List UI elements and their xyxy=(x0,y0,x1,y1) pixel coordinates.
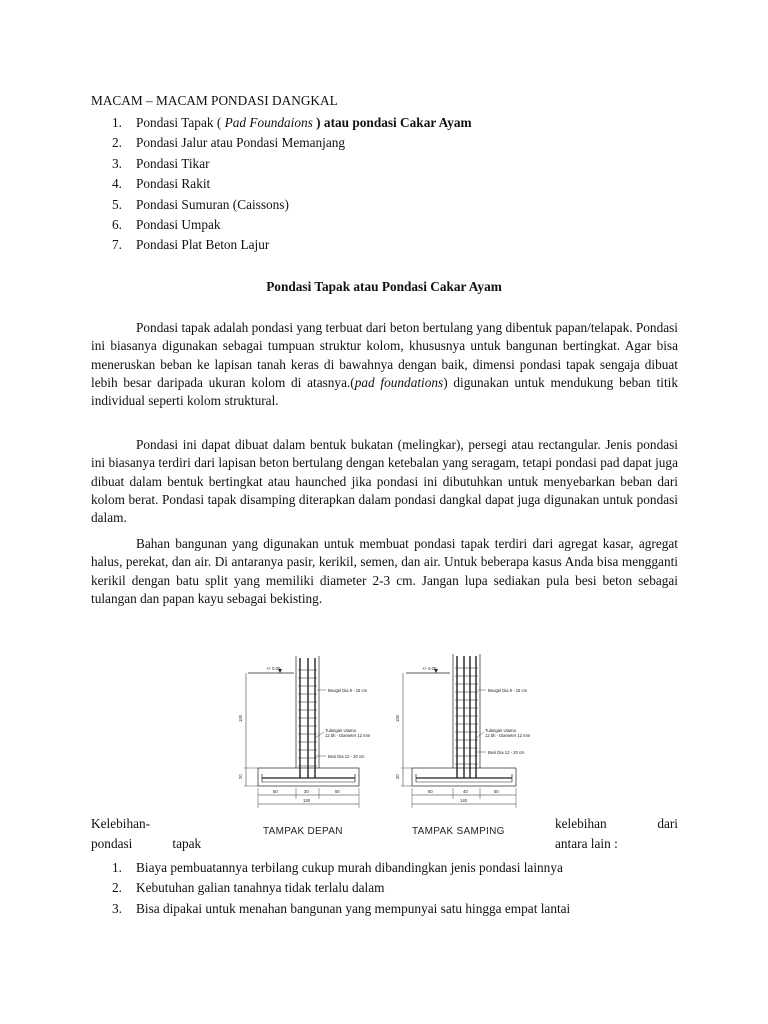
caption-side-view: TAMPAK SAMPING xyxy=(412,826,505,837)
foundation-diagram xyxy=(236,650,546,840)
paragraph-materials: Bahan bangunan yang digunakan untuk membuat pondasi tapak terdiri dari agregat kasar, agregat halus, perekat, dan air. Di antaranya pasir, kerikil, semen, dan air. Untuk beberapa kasus Anda bisa mengganti kerikil dengan batu split yang memiliki diameter 2-3 cm. Jangan lupa sediakan pula besi beton sebagai tulangan dan papan kayu sebagai bekisting. xyxy=(91,536,678,606)
side-slab-dim: 20 xyxy=(395,774,400,779)
side-dim-left: 50 xyxy=(428,789,433,794)
front-main-rebar-label-2: 12 bh - Diameter 12 mm xyxy=(325,733,371,738)
side-dim-right: 50 xyxy=(494,789,499,794)
kelebihan-text-left: Kelebihan- pondasi tapak xyxy=(91,816,202,851)
side-height-dim: 100 xyxy=(395,715,400,722)
list-item: 4. Pondasi Rakit xyxy=(112,176,211,192)
foundation-types-list xyxy=(112,113,472,256)
front-dim-mid: 30 xyxy=(304,789,309,794)
front-main-rebar-label-1: Tulangan Utama xyxy=(325,728,356,733)
caption-front-view: TAMPAK DEPAN xyxy=(263,826,343,837)
list-item: 1. Biaya pembuatannya terbilang cukup murah dibandingkan jenis pondasi lainnya xyxy=(112,860,563,875)
front-dim-left: 50 xyxy=(273,789,278,794)
list-item: 6. Pondasi Umpak xyxy=(112,217,221,233)
list-item: 1. Pondasi Tapak ( Pad Foundaions ) atau pondasi Cakar Ayam xyxy=(112,115,472,130)
paragraph-definition: Pondasi tapak adalah pondasi yang terbuat dari beton bertulang yang dibentuk papan/telapak. Pondasi ini biasanya digunakan sebagai tumpuan struktur kolom, khususnya untuk bangunan bertingkat. Agar bisa meneruskan beban ke lapisan tanah keras di bawahnya dengan baik, dimensi pondasi tapak sengaja dibuat lebih besar daripada ukuran kolom di atasnya.(pad foundations) digunakan untuk mendukung beban titik individual seperti kolom struktural. xyxy=(91,320,678,409)
side-stirrups xyxy=(455,668,478,764)
kelebihan-text-right: kelebihan dari antara lain : xyxy=(555,816,678,851)
paragraph-shapes: Pondasi ini dapat dibuat dalam bentuk bukatan (melingkar), persegi atau rectangular. Jenis pondasi ini biasanya terdiri dari lapisan beton bertulang dengan ketebalan yang seragam, tetapi pondasi pad dapat juga dibuat dalam bentuk bertingkat atau haunched jika pondasi ini dibutuhkan untuk menyebarkan beban dari kolom berat. Pondasi tapak disamping diterapkan dalam pondasi dangkal dapat juga digunakan untuk pondasi dalam. xyxy=(91,437,678,526)
section-title: Pondasi Tapak atau Pondasi Cakar Ayam xyxy=(266,279,502,294)
side-main-rebar-label-1: Tulangan Utama xyxy=(485,728,516,733)
front-stirrup-label: Beugel Dia 8 - 15 cm xyxy=(328,688,368,693)
side-level-label: +/- 0.00 xyxy=(422,666,437,671)
side-main-rebar-label-2: 12 bh - Diameter 12 mm xyxy=(485,733,531,738)
list-item: 5. Pondasi Sumuran (Caissons) xyxy=(112,196,289,212)
list-item: 3. Pondasi Tikar xyxy=(112,155,210,171)
foundation-drawing xyxy=(236,650,546,840)
list-item: 3. Bisa dipakai untuk menahan bangunan yang mempunyai satu hingga empat lantai xyxy=(112,900,571,916)
list-item: 7. Pondasi Plat Beton Lajur xyxy=(112,237,270,253)
advantages-list xyxy=(112,858,570,919)
front-slab-dim: 20 xyxy=(238,774,243,779)
document-heading: MACAM – MACAM PONDASI DANGKAL xyxy=(91,93,338,108)
side-bar-label: Besi Dia 12 - 20 cm xyxy=(488,750,525,755)
front-level-label: +/- 0.00 xyxy=(266,666,281,671)
side-stirrup-label: Beugel Dia 8 - 15 cm xyxy=(488,688,528,693)
front-bar-label: Besi Dia 12 - 20 cm xyxy=(328,754,365,759)
front-height-dim: 100 xyxy=(238,715,243,722)
front-dim-total: 130 xyxy=(303,798,310,803)
list-item: 2. Kebutuhan galian tanahnya tidak terlalu dalam xyxy=(112,880,385,896)
front-dim-right: 50 xyxy=(335,789,340,794)
list-item: 2. Pondasi Jalur atau Pondasi Memanjang xyxy=(112,135,346,151)
side-dim-total: 140 xyxy=(460,798,467,803)
side-dim-mid: 40 xyxy=(463,789,468,794)
